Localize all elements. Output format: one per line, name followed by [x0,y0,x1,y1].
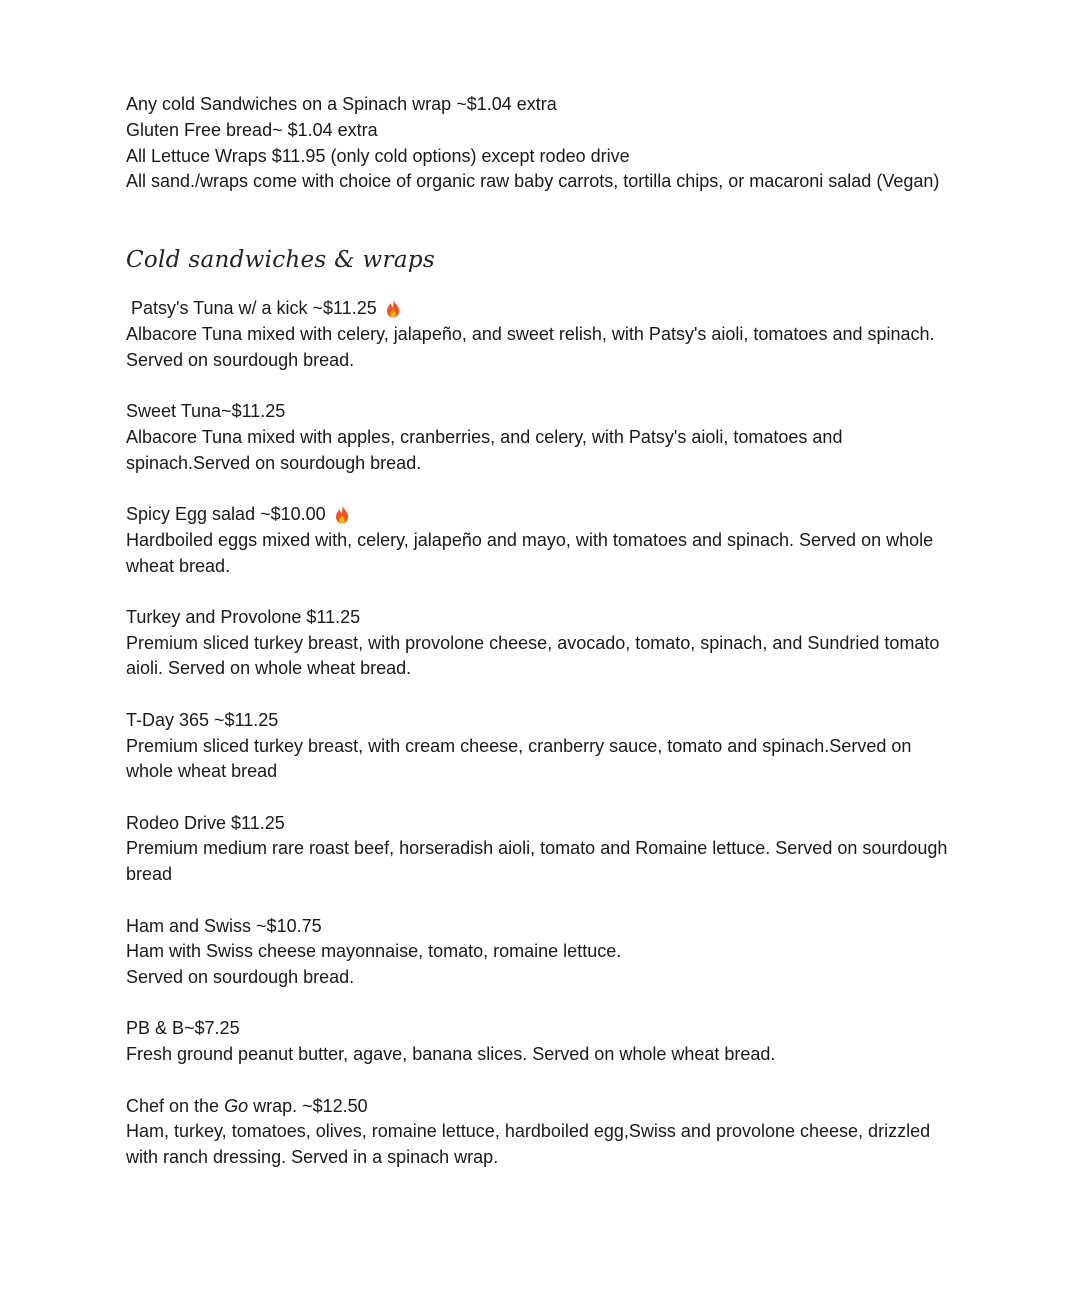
fire-icon [383,298,403,320]
item-description: Premium sliced turkey breast, with provolone cheese, avocado, tomato, spinach, and Sundried tomato aioli. Served on whole wheat bread. [126,632,940,679]
item-name: Turkey and Provolone $11.25 [126,606,361,627]
item-name: Sweet Tuna~$11.25 [126,401,286,422]
note-spinach-wrap: Any cold Sandwiches on a Spinach wrap ~$1.04 extra [126,94,557,114]
item-name: Spicy Egg salad ~$10.00 [126,503,326,524]
item-description: Premium sliced turkey breast, with cream cheese, cranberry sauce, tomato and spinach.Served on whole wheat bread [126,735,912,782]
item-description: Fresh ground peanut butter, agave, banana slices. Served on whole wheat bread. [126,1044,776,1065]
menu-item-rodeo-drive [126,811,956,888]
note-sides: All sand./wraps come with choice of organic raw baby carrots, tortilla chips, or macaroni salad (Vegan) [126,171,940,192]
menu-page [126,92,956,1196]
item-description-line-2: Served on sourdough bread. [126,967,355,988]
note-gluten-free: Gluten Free bread~ $1.04 extra [126,119,378,140]
section-title: Cold sandwiches & wraps [126,247,435,274]
menu-notes [126,92,956,195]
menu-item-sweet-tuna [126,399,956,476]
item-description: Ham with Swiss cheese mayonnaise, tomato, romaine lettuce. [126,941,622,962]
item-name: Ham and Swiss ~$10.75 [126,915,322,936]
item-description: Premium medium rare roast beef, horseradish aioli, tomato and Romaine lettuce. Served on sourdough bread [126,838,948,885]
menu-item-turkey-provolone [126,605,956,682]
menu-item-chef-on-the-go [126,1094,956,1171]
fire-icon [332,504,352,526]
item-name: Patsy's Tuna w/ a kick ~$11.25 [126,298,377,319]
menu-item-ham-swiss [126,914,956,991]
item-name: Rodeo Drive $11.25 [126,812,285,833]
menu-item-spicy-egg-salad [126,502,956,579]
item-description: Hardboiled eggs mixed with, celery, jalapeño and mayo, with tomatoes and spinach. Served on whole wheat bread. [126,529,934,576]
item-description: Ham, turkey, tomatoes, olives, romaine lettuce, hardboiled egg,Swiss and provolone cheese, drizzled with ranch dressing. Served in a spinach wrap. [126,1121,931,1168]
note-lettuce-wraps: All Lettuce Wraps $11.95 (only cold options) except rodeo drive [126,145,630,166]
menu-item-pb-b [126,1016,956,1068]
item-name: Chef on the Go wrap. ~$12.50 [126,1095,368,1116]
menu-item-patsys-tuna [126,296,956,373]
item-description: Albacore Tuna mixed with celery, jalapeño, and sweet relish, with Patsy's aioli, tomatoes and spinach. Served on sourdough bread. [126,323,935,370]
item-name: PB & B~$7.25 [126,1018,240,1039]
item-description: Albacore Tuna mixed with apples, cranberries, and celery, with Patsy's aioli, tomatoes and spinach.Served on sourdough bread. [126,426,843,473]
menu-items [126,296,956,1171]
item-name: T-Day 365 ~$11.25 [126,709,279,730]
menu-item-t-day-365 [126,708,956,785]
